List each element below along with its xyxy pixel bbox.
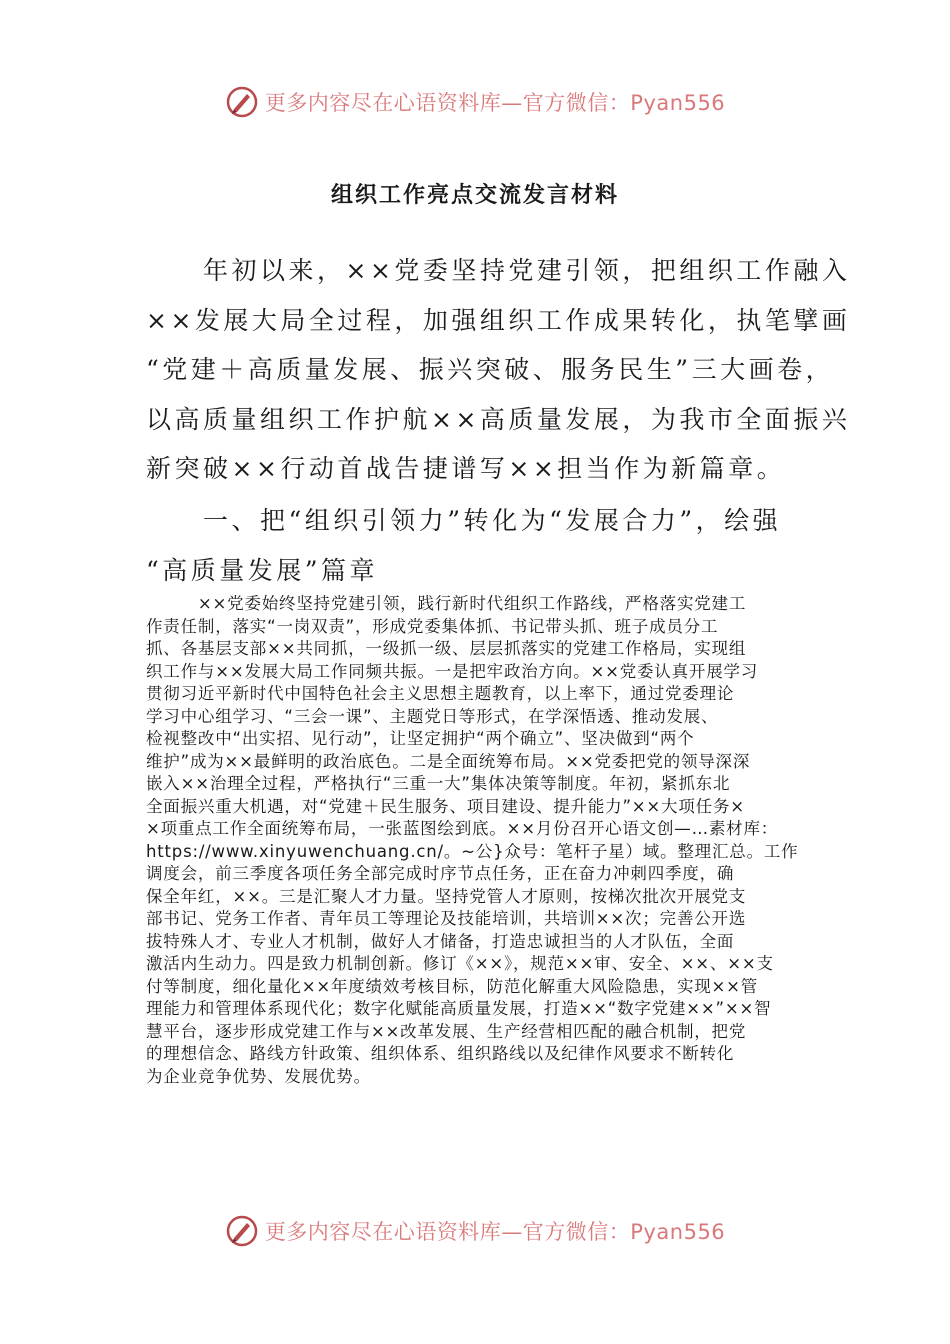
- intro-line: ××发展大局全过程，加强组织工作成果转化，执笔擘画: [146, 305, 851, 335]
- intro-line: 新突破××行动首战告捷谱写××担当作为新篇章。: [146, 454, 786, 483]
- header-banner-text: 更多内容尽在心语资料库—官方微信：Pyan556: [264, 91, 726, 115]
- pen-logo-icon: [225, 1214, 259, 1248]
- section-1-body: [146, 593, 798, 1088]
- body-line: 保全年红，××。三是汇聚人才力量。坚持党管人才原则，按梯次批次开展党支: [146, 886, 747, 906]
- footer-banner: [0, 1211, 950, 1251]
- body-line: 作责任制，落实“一岗双责”，形成党委集体抓、书记带头抓、班子成员分工: [146, 616, 719, 636]
- body-line: 慧平台，逐步形成党建工作与××改革发展、生产经营相匹配的融合机制，把党: [146, 1021, 747, 1041]
- body-line: 部书记、党务工作者、青年员工等理论及技能培训，共培训××次；完善公开选: [146, 909, 747, 928]
- pen-logo-icon: [225, 85, 259, 119]
- body-line: 付等制度，细化量化××年度绩效考核目标，防范化解重大风险隐患，实现××管: [146, 976, 759, 996]
- footer-banner-text: 更多内容尽在心语资料库—官方微信：Pyan556: [264, 1220, 726, 1244]
- intro-line: 年初以来，××党委坚持党建引领，把组织工作融入: [146, 256, 851, 285]
- body-line: 调度会，前三季度各项任务全部完成时序节点任务，正在奋力冲刺四季度，确: [146, 864, 735, 883]
- body-line: ×项重点工作全面统筹布局，一张蓝图绘到底。××月份召开心语文创—…素材库：: [146, 819, 779, 838]
- body-line: 全面振兴重大机遇，对“党建＋民生服务、项目建设、提升能力”××大项任务×: [146, 796, 745, 816]
- heading-line: “高质量发展”篇章: [146, 555, 379, 585]
- intro-paragraph: [146, 246, 851, 494]
- body-line: 织工作与××发展大局工作同频共振。一是把牢政治方向。××党委认真开展学习: [146, 661, 759, 681]
- intro-line: 以高质量组织工作护航××高质量发展，为我市全面振兴: [146, 404, 851, 434]
- body-line: 拔特殊人才、专业人才机制，做好人才储备，打造忠诚担当的人才队伍，全面: [146, 931, 735, 951]
- body-line: 的理想信念、路线方针政策、组织体系、组织路线以及纪律作风要求不断转化: [146, 1044, 735, 1063]
- body-line: 检视整改中“出实招、见行动”，让坚定拥护“两个确立”、坚决做到“两个: [146, 729, 695, 748]
- body-line: https://www.xinyuwenchuang.cn/。~公}众号：笔杆子星）域。整理汇总。工作: [146, 841, 799, 861]
- body-line: 学习中心组学习、“三会一课”、主题党日等形式，在学深悟透、推动发展、: [146, 706, 719, 726]
- body-line: ××党委始终坚持党建引领，践行新时代组织工作路线，严格落实党建工: [146, 594, 747, 613]
- body-line: 激活内生动力。四是致力机制创新。修订《××》，规范××审、安全、××、××支: [146, 954, 774, 973]
- heading-line: 一、把“组织引领力”转化为“发展合力”，绘强: [146, 506, 782, 535]
- body-line: 嵌入××治理全过程，严格执行“三重一大”集体决策等制度。年初，紧抓东北: [146, 774, 731, 793]
- body-line: 抓、各基层支部××共同抓，一级抓一级、层层抓落实的党建工作格局，实现组: [146, 639, 747, 658]
- section-1-heading: [146, 496, 806, 595]
- body-line: 维护”成为××最鲜明的政治底色。二是全面统筹布局。××党委把党的领导深深: [146, 751, 751, 771]
- body-line: 贯彻习近平新时代中国特色社会主义思想主题教育，以上率下，通过党委理论: [146, 684, 735, 703]
- intro-line: “党建＋高质量发展、振兴突破、服务民生”三大画卷，: [146, 355, 835, 384]
- header-banner: [0, 82, 950, 122]
- body-line: 为企业竞争优势、发展优势。: [146, 1066, 371, 1086]
- document-title: 组织工作亮点交流发言材料: [330, 183, 619, 208]
- body-line: 理能力和管理体系现代化；数字化赋能高质量发展，打造××“数字党建××”××智: [146, 999, 772, 1018]
